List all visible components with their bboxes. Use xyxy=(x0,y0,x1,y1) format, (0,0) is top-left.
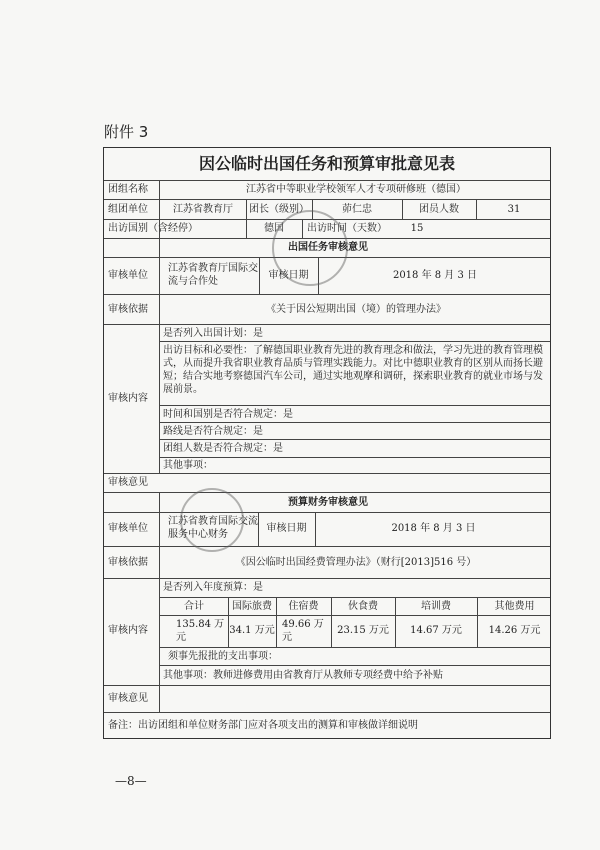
group-name-value: 江苏省中等职业学校领军人才专项研修班（德国） xyxy=(246,184,466,195)
budget-special: 须事先报批的支出事项： xyxy=(168,651,278,662)
cost-value: 14.67 万元 xyxy=(410,625,462,636)
org-value: 江苏省教育厅 xyxy=(173,204,233,215)
seal-stamp xyxy=(180,488,244,552)
cost-header: 住宿费 xyxy=(288,601,319,612)
page-number: —8— xyxy=(115,774,147,788)
cost-value: 23.15 万元 xyxy=(337,625,389,636)
task-purpose: 出访目标和必要性：了解德国职业教育先进的教育理念和做法，学习先进的教育管理模式，从而提升我省职业教育品质与管理实践能力。对比中德职业教育的区别从而扬长避短；结合实地考察德国汽车公司，通过实地观摩和调研，探索职业教育的就业市场与发展前景。 xyxy=(163,345,543,395)
task-review-title: 出国任务审核意见 xyxy=(288,242,368,253)
budget-other: 其他事项：教师进修费用由省教育厅从教师专项经费中给予补贴 xyxy=(163,670,443,681)
duration-value: 15 xyxy=(410,223,424,234)
country-label: 出访国别（含经停） xyxy=(108,223,198,234)
task-in-plan: 是否列入出国计划：是 xyxy=(163,328,263,339)
cost-value: 14.26 万元 xyxy=(488,625,541,636)
budget-basis-value: 《因公临时出国经费管理办法》（财行[2013]516 号） xyxy=(235,557,477,568)
task-unit-label: 审核单位 xyxy=(108,270,148,281)
task-other: 其他事项： xyxy=(163,460,213,471)
task-basis-value: 《关于因公短期出国（境）的管理办法》 xyxy=(266,304,446,315)
org-label: 组团单位 xyxy=(108,204,148,215)
group-name-label: 团组名称 xyxy=(108,184,148,195)
cost-header: 培训费 xyxy=(421,601,451,612)
budget-in-budget: 是否列入年度预算：是 xyxy=(163,582,263,593)
budget-date-value: 2018 年 8 月 3 日 xyxy=(391,523,476,534)
budget-opinion-label: 审核意见 xyxy=(108,693,148,704)
task-count: 团组人数是否符合规定：是 xyxy=(163,443,283,454)
task-basis-label: 审核依据 xyxy=(108,304,148,315)
cost-value: 135.84 万元 xyxy=(176,619,225,643)
duration-label: 出访时间（天数） xyxy=(307,223,387,234)
cost-header: 国际旅费 xyxy=(232,601,272,612)
budget-review-title: 预算财务审核意见 xyxy=(288,497,368,508)
form-title: 因公临时出国任务和预算审批意见表 xyxy=(198,154,455,173)
country-value: 德国 xyxy=(264,223,284,234)
cost-header: 合计 xyxy=(184,601,204,612)
task-opinion-label: 审核意见 xyxy=(108,477,148,488)
cost-value: 34.1 万元 xyxy=(229,625,275,636)
budget-unit-label: 审核单位 xyxy=(108,523,148,534)
budget-unit-value: 江苏省教育国际交流服务中心财务 xyxy=(168,516,258,540)
cost-header: 其他费用 xyxy=(494,601,535,612)
budget-basis-label: 审核依据 xyxy=(108,557,148,568)
task-date-value: 2018 年 8 月 3 日 xyxy=(392,270,478,281)
members-value: 31 xyxy=(507,204,521,215)
task-route: 路线是否符合规定：是 xyxy=(163,426,263,437)
approval-form xyxy=(103,147,551,739)
budget-note: 备注：出访团组和单位财务部门应对各项支出的测算和审核做详细说明 xyxy=(108,720,418,731)
task-date-label: 审核日期 xyxy=(268,270,309,281)
leader-label: 团长（级别） xyxy=(249,204,309,215)
budget-content-label: 审核内容 xyxy=(108,625,148,636)
seal-stamp xyxy=(272,210,348,286)
attachment-label: 附件 3 xyxy=(104,123,149,141)
members-label: 团员人数 xyxy=(419,204,459,215)
budget-date-label: 审核日期 xyxy=(266,523,307,534)
leader-value: 茆仁忠 xyxy=(342,204,372,215)
cost-header: 伙食费 xyxy=(348,601,378,612)
cost-value: 49.66 万元 xyxy=(282,619,324,643)
task-content-label: 审核内容 xyxy=(108,393,148,404)
task-unit-value: 江苏省教育厅国际交流与合作处 xyxy=(168,263,258,287)
task-time-country: 时间和国别是否符合规定：是 xyxy=(163,409,293,420)
